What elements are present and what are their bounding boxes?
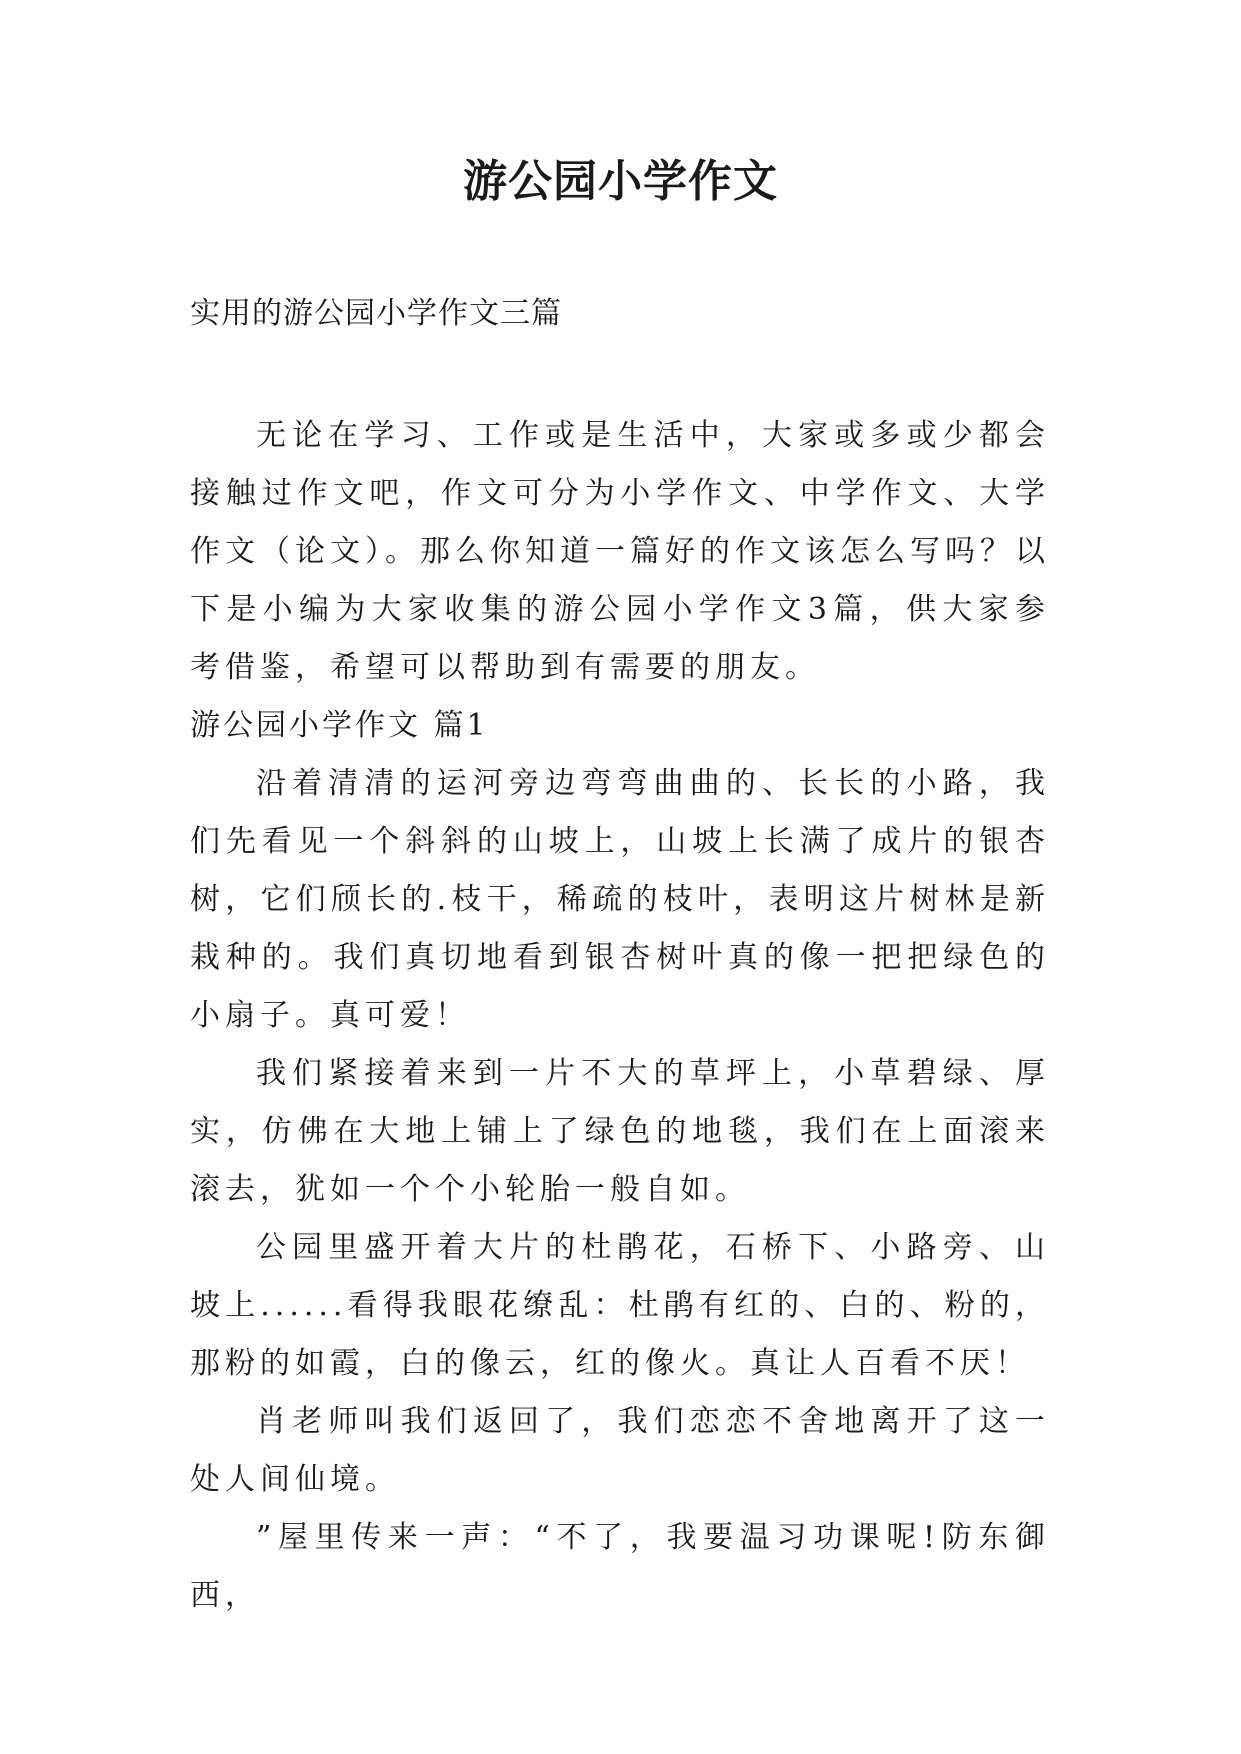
body-paragraph: 我们紧接着来到一片不大的草坪上，小草碧绿、厚实，仿佛在大地上铺上了绿色的地毯，我们在上面滚来滚去，犹如一个个小轮胎一般自如。 (190, 1056, 1050, 1207)
body-paragraph: 公园里盛开着大片的杜鹃花，石桥下、小路旁、山坡上......看得我眼花缭乱：杜鹃有红的、白的、粉的，那粉的如霞，白的像云，红的像火。真让人百看不厌！ (190, 1230, 1050, 1381)
intro-paragraph: 无论在学习、工作或是生活中，大家或多或少都会接触过作文吧，作文可分为小学作文、中学作文、大学作文（论文）。那么你知道一篇好的作文该怎么写吗？以下是小编为大家收集的游公园小学作文3篇，供大家参考借鉴，希望可以帮助到有需要的朋友。 (190, 418, 1050, 685)
document-body (190, 407, 1050, 1625)
section-heading: 游公园小学作文 篇1 (190, 708, 489, 743)
document-subtitle: 实用的游公园小学作文三篇 (190, 296, 562, 331)
body-paragraph: ”屋里传来一声：“不了，我要温习功课呢!防东御西， (190, 1520, 1050, 1613)
document-title: 游公园小学作文 (463, 156, 778, 207)
body-paragraph: 肖老师叫我们返回了，我们恋恋不舍地离开了这一处人间仙境。 (190, 1404, 1050, 1497)
body-paragraph: 沿着清清的运河旁边弯弯曲曲的、长长的小路，我们先看见一个斜斜的山坡上，山坡上长满了成片的银杏树，它们颀长的.枝干，稀疏的枝叶，表明这片树林是新栽种的。我们真切地看到银杏树叶真的像一把把绿色的小扇子。真可爱！ (190, 766, 1050, 1033)
